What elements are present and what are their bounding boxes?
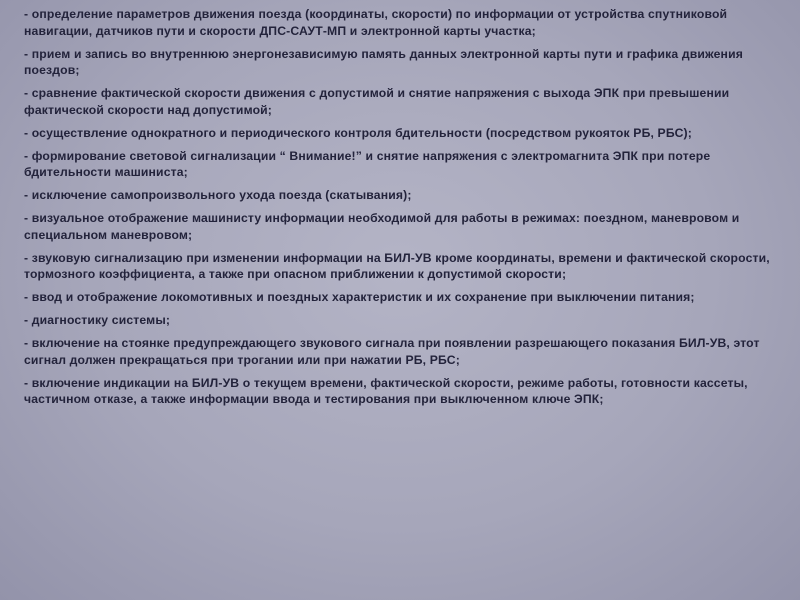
list-item: - исключение самопроизвольного ухода поезда (скатывания); xyxy=(24,188,412,202)
list-item: - определение параметров движения поезда (координаты, скорости) по информации от устройства спутниковой навигации, датчиков пути и скорости ДПС-САУТ-МП и электронной карты участка; xyxy=(24,7,728,38)
list-item: - диагностику системы; xyxy=(24,313,171,327)
list-item: - сравнение фактической скорости движения с допустимой и снятие напряжения с выхода ЭПК при превышении фактической скорости над допустимой; xyxy=(24,86,730,117)
list-item: - включение на стоянке предупреждающего звукового сигнала при появлении разрешающего показания БИЛ-УВ, этот сигнал должен прекращаться при трогании или при нажатии РБ, РБС; xyxy=(24,336,760,367)
list-item: - включение индикации на БИЛ-УВ о текущем времени, фактической скорости, режиме работы, готовности кассеты, частичном отказе, а также информации ввода и тестирования при выключенном ключе ЭПК; xyxy=(24,375,748,406)
list-item: - ввод и отображение локомотивных и поездных характеристик и их сохранение при выключении питания; xyxy=(24,290,695,304)
list-item: - визуальное отображение машинисту информации необходимой для работы в режимах: поездном, маневровом и специальном маневровом; xyxy=(24,211,740,242)
list-item: - осуществление однократного и периодического контроля бдительности (посредством рукояток РБ, РБС); xyxy=(24,125,692,140)
requirements-list xyxy=(24,6,774,414)
list-item: - звуковую сигнализацию при изменении информации на БИЛ-УВ кроме координаты, времени и фактической скорости, тормозного коэффициента, а также при опасном приближении к допустимой скорости; xyxy=(24,250,770,281)
list-item: - прием и запись во внутреннюю энергонезависимую память данных электронной карты пути и графика движения поездов; xyxy=(24,46,743,77)
list-item: - формирование световой сигнализации “ Внимание!” и снятие напряжения с электромагнита ЭПК при потере бдительности машиниста; xyxy=(24,148,711,179)
